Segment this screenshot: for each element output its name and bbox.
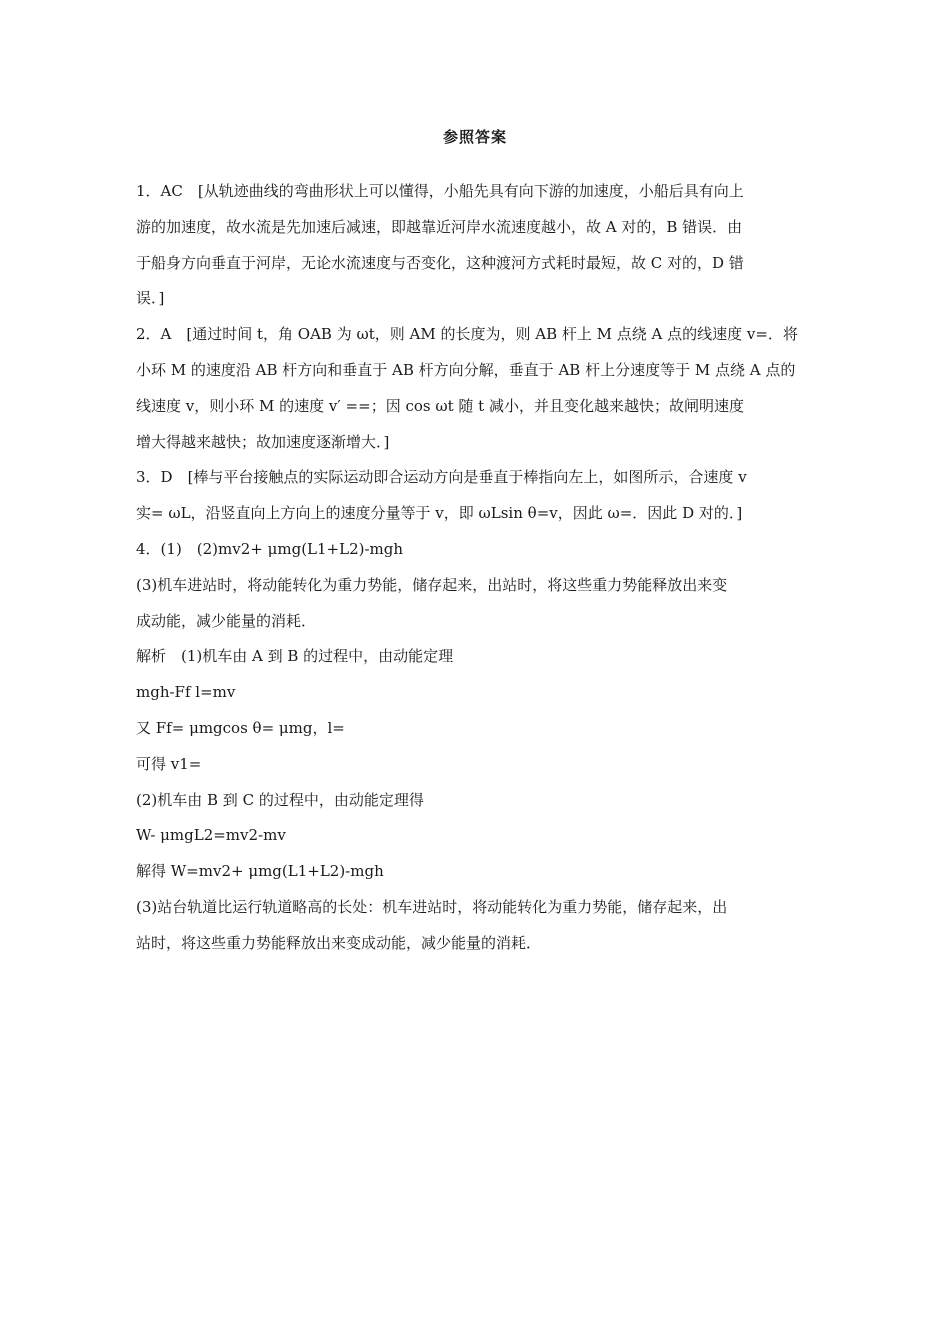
answer-line: 成动能，减少能量的消耗． (136, 611, 317, 630)
answer-body (136, 174, 814, 962)
answer-line: 2．A [通过时间 t，角 OAB 为 ωt，则 AM 的长度为，则 AB 杆上 M 点绕 A 点的线速度 v=．将 (136, 325, 798, 344)
answer-line: mgh-Ff l=mv (136, 683, 236, 702)
answer-line: 增大得越来越快；故加速度逐渐增大．] (136, 432, 390, 451)
answer-line: 解析 (1)机车由 A 到 B 的过程中，由动能定理 (136, 647, 454, 666)
answer-line: 游的加速度，故水流是先加速后减速，即越靠近河岸水流速度越小，故 A 对的，B 错误．由 (136, 217, 743, 236)
answer-line: 可得 v1= (136, 754, 202, 773)
answer-line: 小环 M 的速度沿 AB 杆方向和垂直于 AB 杆方向分解，垂直于 AB 杆上分速度等于 M 点绕 A 点的 (136, 360, 796, 379)
answer-line: 4．(1) (2)mv2+ μmg(L1+L2)-mgh (136, 539, 404, 558)
answer-line: 3．D [棒与平台接触点的实际运动即合运动方向是垂直于棒指向左上，如图所示，合速度 v (136, 468, 747, 487)
answer-line: (3)站台轨道比运行轨道略高的长处：机车进站时，将动能转化为重力势能，储存起来，出 (136, 897, 728, 916)
answer-line: 实= ωL，沿竖直向上方向上的速度分量等于 v，即 ωLsin θ=v，因此 ω=．因此 D 对的．] (136, 504, 743, 523)
answer-line: (3)机车进站时，将动能转化为重力势能，储存起来，出站时，将这些重力势能释放出来变 (136, 575, 728, 594)
page-title: 参照答案 (442, 128, 507, 146)
answer-line: 1．AC [从轨迹曲线的弯曲形状上可以懂得，小船先具有向下游的加速度，小船后具有向上 (136, 182, 744, 200)
answer-line: 又 Ff= μmgcos θ= μmg，l= (136, 718, 345, 737)
answer-line: 站时，将这些重力势能释放出来变成动能，减少能量的消耗． (136, 933, 542, 952)
answer-line: 线速度 v，则小环 M 的速度 v′ ==；因 cos ωt 随 t 减小，并且变化越来越快；故闸明速度 (136, 396, 744, 415)
answer-line: W- μmgL2=mv2-mv (136, 826, 286, 845)
answer-line: 解得 W=mv2+ μmg(L1+L2)-mgh (136, 862, 384, 881)
answer-line: 于船身方向垂直于河岸，无论水流速度与否变化，这种渡河方式耗时最短，故 C 对的，D 错 (136, 253, 744, 272)
answer-line: 误．] (136, 289, 165, 308)
answer-line: (2)机车由 B 到 C 的过程中，由动能定理得 (136, 790, 424, 809)
